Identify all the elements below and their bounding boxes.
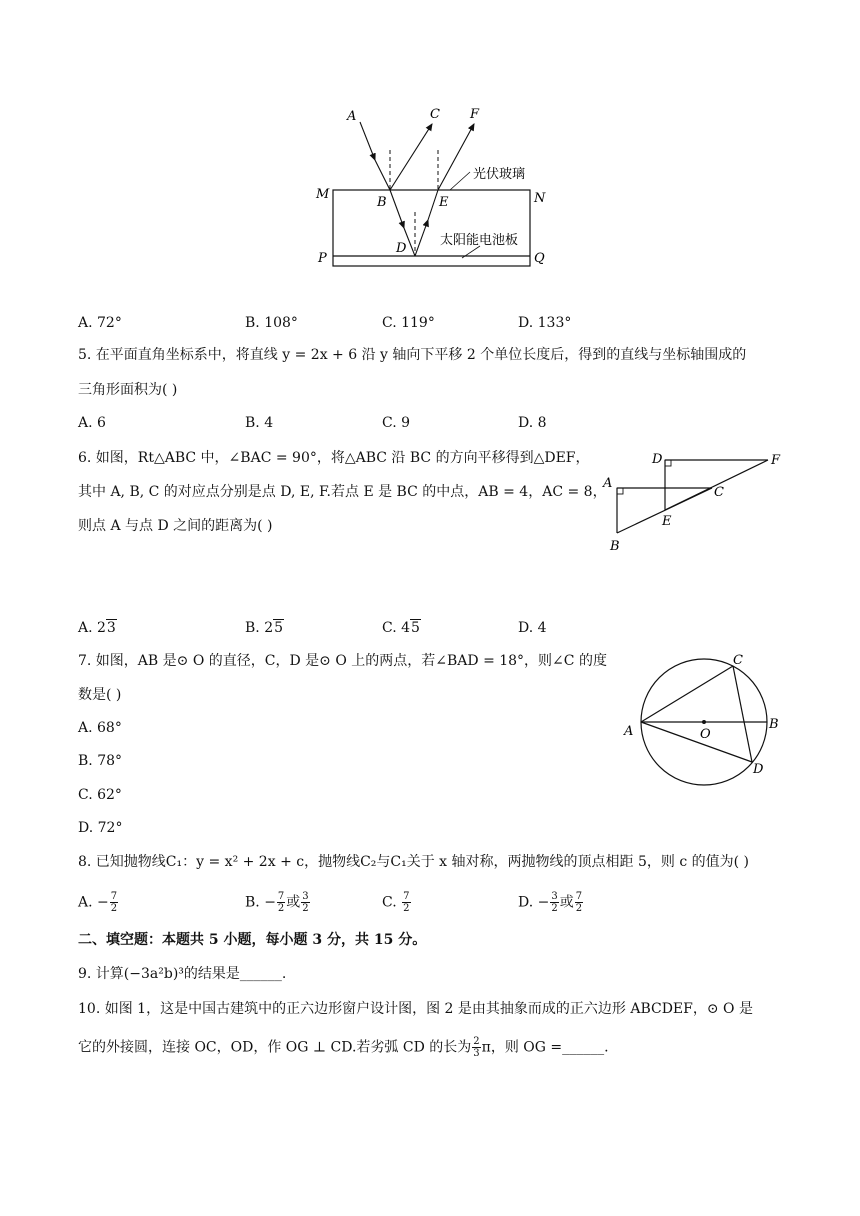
label-e: E xyxy=(662,514,672,529)
ray-a-b-2 xyxy=(375,160,390,190)
arc-length-fraction: $\frac{2}{3}$ xyxy=(473,1036,480,1059)
label-n: N xyxy=(534,191,546,206)
q6-option-d: D. 4 xyxy=(518,620,547,636)
label-q: Q xyxy=(534,251,545,266)
ray-e-f xyxy=(438,124,474,190)
sqrt-radicand: 5 xyxy=(411,620,420,636)
q6-option-a: A. 23 xyxy=(78,620,116,636)
q5-option-b: B. 4 xyxy=(245,415,274,431)
q5-stem-line2: 三角形面积为( ) xyxy=(78,382,178,398)
label-b: B xyxy=(377,195,387,210)
label-d: D xyxy=(652,452,663,467)
label-a: A xyxy=(347,109,357,124)
q8-stem-line1: 8. 已知抛物线C₁：y = x² + 2x + c，抛物线C₂与C₁关于 x 轴对称，两抛物线的顶点相距 5，则 c 的值为( ) xyxy=(78,854,750,870)
light-reflection-figure xyxy=(310,100,560,270)
label-f: F xyxy=(470,107,480,122)
q7-stem-line2: 数是( ) xyxy=(78,687,122,703)
label-a: A xyxy=(603,476,613,491)
ray-a-b-1 xyxy=(360,122,375,160)
q10-stem-line1: 10. 如图 1，这是中国古建筑中的正六边形窗户设计图，图 2 是由其抽象而成的正六边形 ABCDEF，⊙ O 是 xyxy=(78,1001,753,1017)
q5-option-c: C. 9 xyxy=(382,415,411,431)
panel-label: 太阳能电池板 xyxy=(440,233,519,248)
q4-option-d: D. 133° xyxy=(518,315,572,331)
chord-cd xyxy=(733,666,752,762)
q7-option-a: A. 68° xyxy=(78,720,122,736)
glass-label: 光伏玻璃 xyxy=(473,167,526,182)
q9-stem: 9. 计算(−3a²b)³的结果是______. xyxy=(78,966,287,982)
q7-stem-line1: 7. 如图，AB 是⊙ O 的直径，C，D 是⊙ O 上的两点，若∠BAD = 18°，则∠C 的度 xyxy=(78,653,607,669)
right-angle-a xyxy=(617,488,623,494)
q8-option-d: D. − $\frac{3}{2}$ 或 $\frac{7}{2}$ xyxy=(518,891,583,914)
glass-rect xyxy=(333,190,530,266)
chord-ad xyxy=(641,722,752,762)
center-dot xyxy=(702,720,706,724)
section-heading: 二、填空题：本题共 5 小题，每小题 3 分，共 15 分。 xyxy=(78,932,427,948)
label-d: D xyxy=(753,762,764,777)
sqrt-radicand: 5 xyxy=(274,620,284,636)
q8-option-b: B. − $\frac{7}{2}$ 或 $\frac{3}{2}$ xyxy=(245,891,309,914)
q6-stem-line3: 则点 A 与点 D 之间的距离为( ) xyxy=(78,518,273,534)
q5-stem-line1: 5. 在平面直角坐标系中，将直线 y = 2x + 6 沿 y 轴向下平移 2 个单位长度后，得到的直线与坐标轴围成的 xyxy=(78,347,747,363)
label-f: F xyxy=(771,453,781,468)
q4-option-c: C. 119° xyxy=(382,315,435,331)
q6-option-c: C. 45 xyxy=(382,620,420,636)
ray-b-c xyxy=(390,124,432,190)
ray-d-e-2 xyxy=(428,190,438,220)
q6-stem-line1: 6. 如图，Rt△ABC 中，∠BAC = 90°，将△ABC 沿 BC 的方向平移得到△DEF， xyxy=(78,450,590,466)
sqrt-radicand: 3 xyxy=(106,620,116,636)
right-angle-d xyxy=(665,460,671,466)
q10-stem-line2: 它的外接圆，连接 OC，OD，作 OG ⊥ CD.若劣弧 CD 的长为 $\frac{2}{3}$ π，则 OG =______. xyxy=(78,1036,609,1059)
chord-ac xyxy=(641,666,733,722)
glass-leader xyxy=(450,172,470,190)
circle-figure xyxy=(618,648,792,810)
q5-option-a: A. 6 xyxy=(78,415,106,431)
label-c: C xyxy=(714,485,724,500)
translation-triangle-figure xyxy=(596,445,796,557)
q8-option-c: C. $\frac{7}{2}$ xyxy=(382,891,410,914)
q6-stem-line2: 其中 A, B, C 的对应点分别是点 D, E, F.若点 E 是 BC 的中点，AB = 4，AC = 8， xyxy=(78,484,607,500)
q6-option-b: B. 25 xyxy=(245,620,284,636)
q7-option-b: B. 78° xyxy=(78,753,123,769)
label-b: B xyxy=(769,717,779,732)
label-p: P xyxy=(318,251,327,266)
q7-option-c: C. 62° xyxy=(78,787,122,803)
label-e: E xyxy=(439,195,449,210)
label-b: B xyxy=(610,539,620,554)
q7-option-d: D. 72° xyxy=(78,820,123,836)
label-m: M xyxy=(316,187,330,202)
label-o: O xyxy=(700,727,711,742)
label-c: C xyxy=(733,653,743,668)
label-d: D xyxy=(396,241,407,256)
q4-option-b: B. 108° xyxy=(245,315,298,331)
q8-option-a: A. − $\frac{7}{2}$ xyxy=(78,891,118,914)
q4-option-a: A. 72° xyxy=(78,315,122,331)
q5-option-d: D. 8 xyxy=(518,415,547,431)
label-a: A xyxy=(624,724,634,739)
ray-b-d-1 xyxy=(390,190,404,228)
ray-d-e-1 xyxy=(415,220,428,256)
label-c: C xyxy=(430,107,440,122)
